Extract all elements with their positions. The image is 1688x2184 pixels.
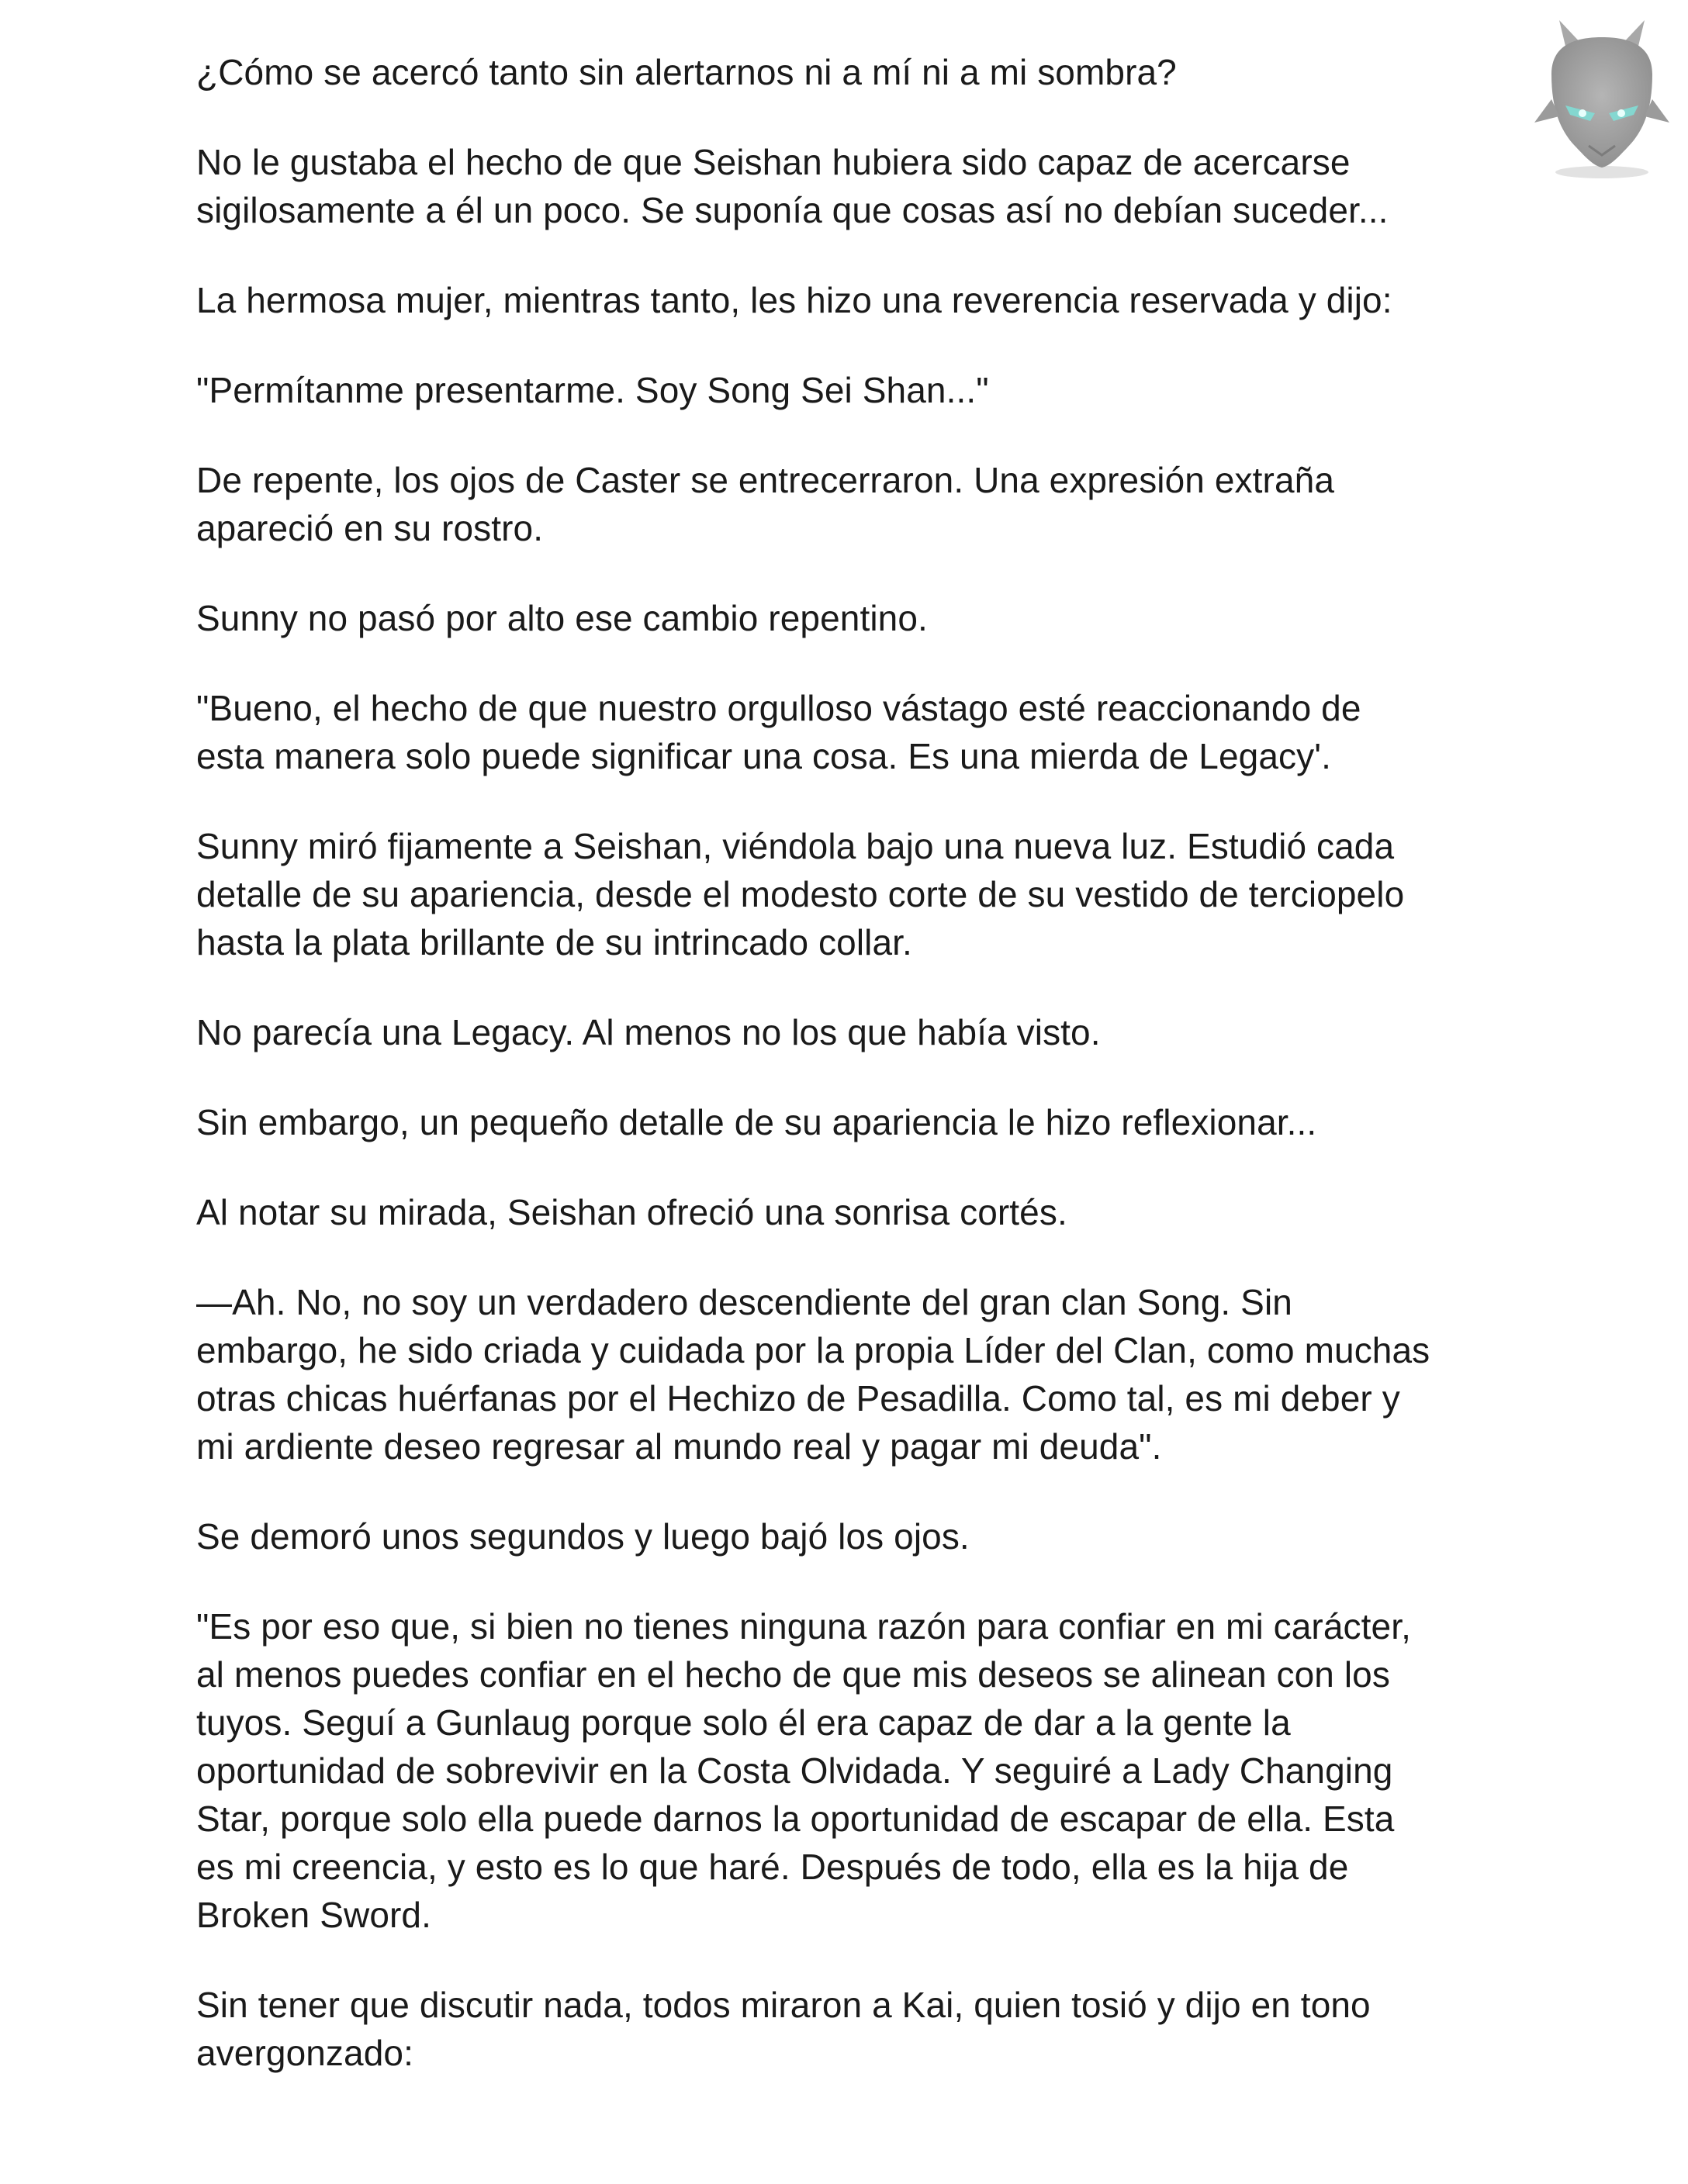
paragraph-3: La hermosa mujer, mientras tanto, les hizo una reverencia reservada y dijo: — [196, 280, 1392, 320]
demon-head-logo-icon — [1528, 14, 1676, 185]
paragraph-9: No parecía una Legacy. Al menos no los que había visto. — [196, 1012, 1101, 1052]
paragraph-11: Al notar su mirada, Seishan ofreció una sonrisa cortés. — [196, 1192, 1067, 1232]
paragraph-12: —Ah. No, no soy un verdadero descendiente del gran clan Song. Sin embargo, he sido criada y cuidada por la propia Líder del Clan, como muchas otras chicas huérfanas por el Hechizo de Pesadilla. Como tal, es mi deber y mi ardiente deseo regresar al mundo real y pagar mi deuda". — [196, 1282, 1430, 1467]
document-body — [196, 48, 1499, 2119]
paragraph-14: "Es por eso que, si bien no tienes ninguna razón para confiar en mi carácter, al menos puedes confiar en el hecho de que mis deseos se alinean con los tuyos. Seguí a Gunlaug porque solo él era capaz de dar a la gente la oportunidad de sobrevivir en la Costa Olvidada. Y seguiré a Lady Changing Star, porque solo ella puede darnos la oportunidad de escapar de ella. Esta es mi creencia, y esto es lo que haré. Después de todo, ella es la hija de Broken Sword. — [196, 1606, 1411, 1935]
paragraph-1: ¿Cómo se acercó tanto sin alertarnos ni a mí ni a mi sombra? — [196, 52, 1177, 92]
paragraph-10: Sin embargo, un pequeño detalle de su apariencia le hizo reflexionar... — [196, 1102, 1317, 1142]
paragraph-15: Sin tener que discutir nada, todos miraron a Kai, quien tosió y dijo en tono avergonzado: — [196, 1985, 1371, 2073]
paragraph-4: "Permítanme presentarme. Soy Song Sei Shan..." — [196, 370, 989, 410]
paragraph-2: No le gustaba el hecho de que Seishan hubiera sido capaz de acercarse sigilosamente a él un poco. Se suponía que cosas así no debían suceder... — [196, 142, 1389, 230]
paragraph-13: Se demoró unos segundos y luego bajó los ojos. — [196, 1516, 970, 1557]
demon-head-icon — [1528, 14, 1676, 185]
paragraph-7: "Bueno, el hecho de que nuestro orgulloso vástago esté reaccionando de esta manera solo puede significar una cosa. Es una mierda de Legacy'. — [196, 688, 1361, 776]
paragraph-5: De repente, los ojos de Caster se entrecerraron. Una expresión extraña apareció en su rostro. — [196, 460, 1335, 548]
paragraph-8: Sunny miró fijamente a Seishan, viéndola bajo una nueva luz. Estudió cada detalle de su apariencia, desde el modesto corte de su vestido de terciopelo hasta la plata brillante de su intrincado collar. — [196, 826, 1405, 962]
paragraph-6: Sunny no pasó por alto ese cambio repentino. — [196, 598, 928, 638]
